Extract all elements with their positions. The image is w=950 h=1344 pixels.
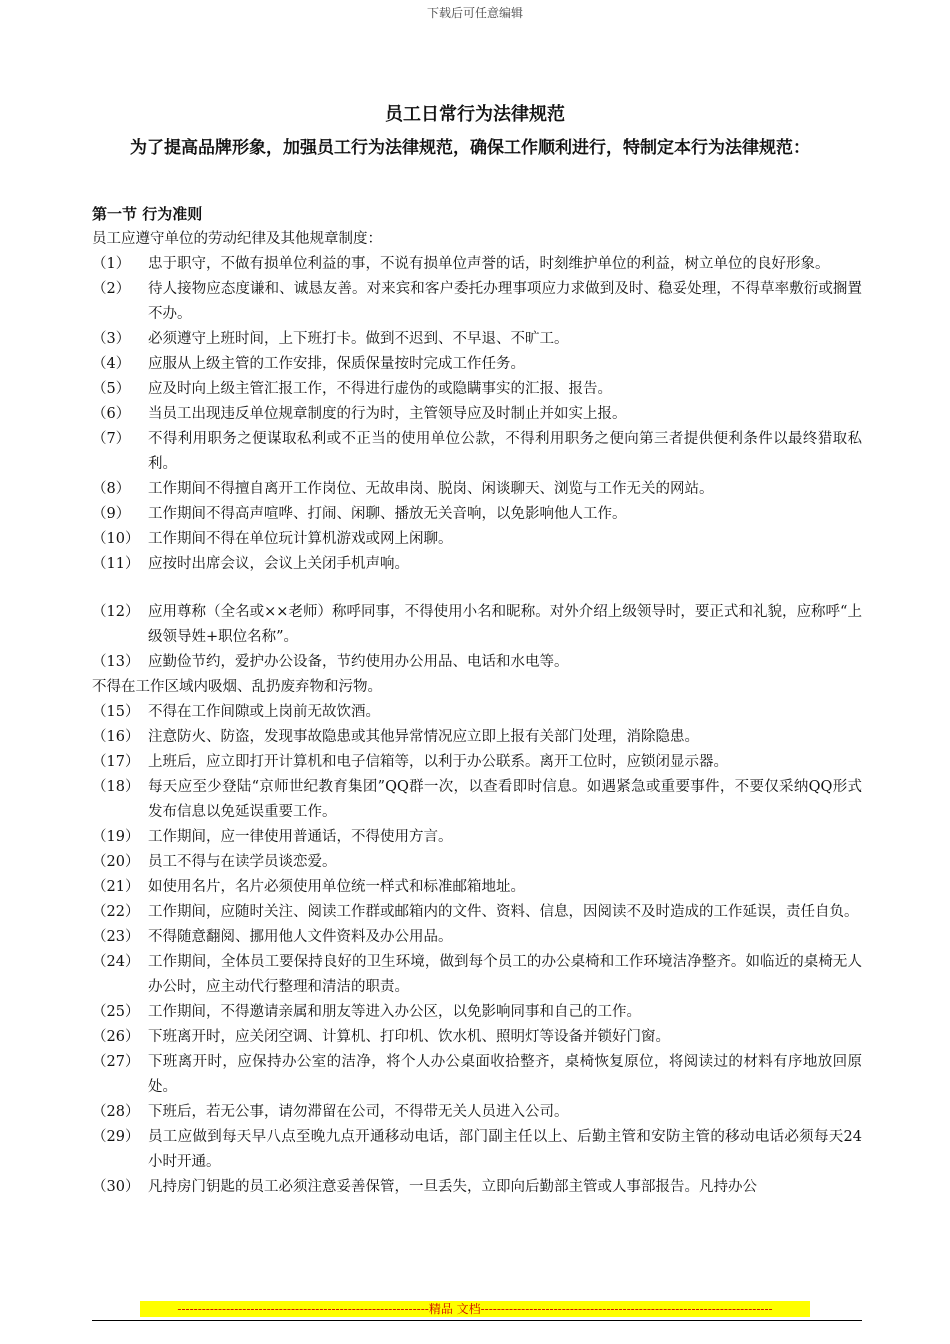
rule-number: （11）	[92, 556, 140, 572]
rule-text: 注意防火、防盗，发现事故隐患或其他异常情况应立即上报有关部门处理，消除隐患。	[148, 729, 699, 745]
rule-item	[92, 775, 862, 825]
rule-number: （17）	[92, 754, 140, 770]
section-body	[92, 202, 862, 1200]
rule-item	[92, 427, 862, 477]
rule-number: （18）	[92, 779, 140, 795]
rule-item	[92, 377, 862, 402]
rule-text: 每天应至少登陆“京师世纪教育集团”QQ群一次，以查看即时信息。如遇紧急或重要事件，不要仅采纳QQ形式发布信息以免延误重要工作。	[148, 779, 862, 820]
rule-item	[92, 1025, 862, 1050]
rule-item	[92, 700, 862, 725]
rule-text: 凡持房门钥匙的员工必须注意妥善保管，一旦丢失，立即向后勤部主管或人事部报告。凡持办公	[148, 1179, 757, 1195]
rule-number: （26）	[92, 1029, 140, 1045]
rule-text: 上班后，应立即打开计算机和电子信箱等，以利于办公联系。离开工位时，应锁闭显示器。	[148, 754, 728, 770]
rule-text: 应按时出席会议，会议上关闭手机声响。	[148, 556, 409, 572]
rule-number: （5）	[92, 381, 131, 397]
rule-item	[92, 527, 862, 552]
rule-item	[92, 850, 862, 875]
rule-number: （13）	[92, 654, 140, 670]
rule-item	[92, 327, 862, 352]
rule-item	[92, 750, 862, 775]
rule-number: （9）	[92, 506, 131, 522]
rule-text: 工作期间不得在单位玩计算机游戏或网上闲聊。	[148, 531, 453, 547]
rule-number: （29）	[92, 1129, 140, 1145]
rule-text: 工作期间，应一律使用普通话，不得使用方言。	[148, 829, 453, 845]
rule-number: （4）	[92, 356, 131, 372]
rule-text: 应用尊称（全名或××老师）称呼同事，不得使用小名和昵称。对外介绍上级领导时，要正式和礼貌，应称呼“上级领导姓+职位名称”。	[148, 604, 862, 645]
rule-number: （30）	[92, 1179, 140, 1195]
rule-number: （22）	[92, 904, 140, 920]
rule-item	[92, 502, 862, 527]
rule-number: （21）	[92, 879, 140, 895]
rule-text: 员工应做到每天早八点至晚九点开通移动电话，部门副主任以上、后勤主管和安防主管的移动电话必须每天24小时开通。	[148, 1129, 862, 1170]
rule-number: （2）	[92, 281, 131, 297]
footer-note: --------------------------------------------------------------精品 文档------------------------------------------------------------------------	[140, 1301, 810, 1317]
rule-number: （27）	[92, 1054, 140, 1070]
rule-text: 当员工出现违反单位规章制度的行为时，主管领导应及时制止并如实上报。	[148, 406, 627, 422]
rule-number: （25）	[92, 1004, 140, 1020]
document-title: 员工日常行为法律规范	[385, 104, 565, 125]
rule-number: （24）	[92, 954, 140, 970]
rule-text: 应及时向上级主管汇报工作，不得进行虚伪的或隐瞒事实的汇报、报告。	[148, 381, 612, 397]
rule-item	[92, 650, 862, 675]
rule-item	[92, 252, 862, 277]
rule-text: 工作期间，全体员工要保持良好的卫生环境，做到每个员工的办公桌椅和工作环境洁净整齐。如临近的桌椅无人办公时，应主动代行整理和清洁的职责。	[148, 954, 862, 995]
rule-text: 工作期间，不得邀请亲属和朋友等进入办公区，以免影响同事和自己的工作。	[148, 1004, 641, 1020]
rule-text: 忠于职守，不做有损单位利益的事，不说有损单位声誉的话，时刻维护单位的利益，树立单位的良好形象。	[148, 256, 830, 272]
rule-text: 应勤俭节约，爱护办公设备，节约使用办公用品、电话和水电等。	[148, 654, 569, 670]
rule-number: （6）	[92, 406, 131, 422]
rule-number: （16）	[92, 729, 140, 745]
footer-divider	[92, 1320, 862, 1321]
rule-number: （19）	[92, 829, 140, 845]
rule-item	[92, 900, 862, 925]
rule-text: 员工不得与在读学员谈恋爱。	[148, 854, 337, 870]
rule-number: （20）	[92, 854, 140, 870]
intro-paragraph: 为了提高品牌形象，加强员工行为法律规范，确保工作顺利进行，特制定本行为法律规范：	[130, 138, 810, 158]
rule-text: 不得在工作间隙或上岗前无故饮酒。	[148, 704, 380, 720]
rule-item	[92, 352, 862, 377]
rule-text: 工作期间，应随时关注、阅读工作群或邮箱内的文件、资料、信息，因阅读不及时造成的工作延误，责任自负。	[148, 904, 859, 920]
rule-text: 下班离开时，应关闭空调、计算机、打印机、饮水机、照明灯等设备并锁好门窗。	[148, 1029, 670, 1045]
rule-item	[92, 1000, 862, 1025]
rule-text: 不得利用职务之便谋取私利或不正当的使用单位公款，不得利用职务之便向第三者提供便利条件以最终猎取私利。	[148, 431, 862, 472]
header-note: 下载后可任意编辑	[426, 6, 523, 20]
rule-number: （12）	[92, 604, 140, 620]
rule-number: （15）	[92, 704, 140, 720]
rule-item	[92, 477, 862, 502]
rule-number: （7）	[92, 431, 131, 447]
rule-text: 如使用名片，名片必须使用单位统一样式和标准邮箱地址。	[148, 879, 525, 895]
rule-text: 下班后，若无公事，请勿滞留在公司，不得带无关人员进入公司。	[148, 1104, 569, 1120]
rule-item	[92, 600, 862, 650]
rule-item	[92, 552, 862, 577]
rule-list	[92, 252, 862, 1200]
rule-text: 应服从上级主管的工作安排，保质保量按时完成工作任务。	[148, 356, 525, 372]
rule-text: 工作期间不得擅自离开工作岗位、无故串岗、脱岗、闲谈聊天、浏览与工作无关的网站。	[148, 481, 714, 497]
rule-item	[92, 277, 862, 327]
blank-line	[92, 577, 862, 600]
rule-number: （3）	[92, 331, 131, 347]
section-heading: 第一节 行为准则	[92, 205, 203, 223]
rule-item	[92, 1100, 862, 1125]
section-lead: 员工应遵守单位的劳动纪律及其他规章制度：	[92, 231, 382, 247]
rule-item	[92, 925, 862, 950]
rule-number: （8）	[92, 481, 131, 497]
rule-text: 待人接物应态度谦和、诚恳友善。对来宾和客户委托办理事项应力求做到及时、稳妥处理，不得草率敷衍或搁置不办。	[148, 281, 862, 322]
rule-item	[92, 1175, 862, 1200]
rule-item	[92, 875, 862, 900]
rule-item	[92, 1050, 862, 1100]
rule-text: 下班离开时，应保持办公室的洁净，将个人办公桌面收拾整齐，桌椅恢复原位，将阅读过的材料有序地放回原处。	[148, 1054, 862, 1095]
rule-item	[92, 825, 862, 850]
rule-text: 工作期间不得高声喧哗、打闹、闲聊、播放无关音响，以免影响他人工作。	[148, 506, 627, 522]
rule-item	[92, 1125, 862, 1175]
rule-item	[92, 402, 862, 427]
rule-text: 不得随意翻阅、挪用他人文件资料及办公用品。	[148, 929, 453, 945]
rule-number: （23）	[92, 929, 140, 945]
rule-item	[92, 950, 862, 1000]
rule-text: 必须遵守上班时间，上下班打卡。做到不迟到、不早退、不旷工。	[148, 331, 569, 347]
rule-plain-line: 不得在工作区域内吸烟、乱扔废弃物和污物。	[92, 679, 382, 695]
rule-number: （10）	[92, 531, 140, 547]
rule-number: （28）	[92, 1104, 140, 1120]
rule-number: （1）	[92, 256, 131, 272]
rule-item	[92, 725, 862, 750]
